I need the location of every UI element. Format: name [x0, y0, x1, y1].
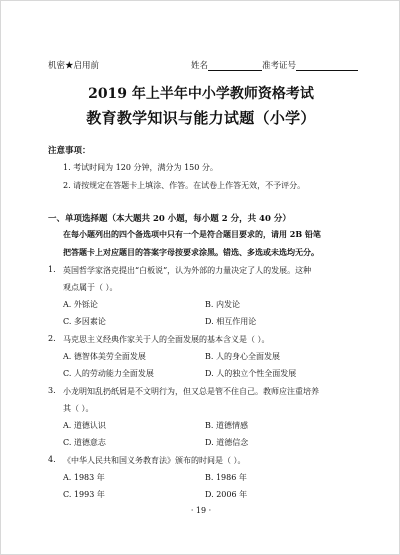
- question-text: 英国哲学家洛克提出“白板说”，认为外部的力量决定了人的发展。这种: [63, 266, 312, 275]
- confidential-label: 机密★启用前: [48, 61, 100, 71]
- name-field: [191, 59, 358, 71]
- option-d: D. 人的独立个性全面发展: [205, 369, 297, 378]
- option-a: A. 道德认识: [63, 421, 106, 430]
- option-a: A. 德智体美劳全面发展: [63, 352, 146, 361]
- name-label: 姓名: [191, 61, 209, 71]
- page-number: · 19 ·: [190, 506, 212, 515]
- name-blank: [208, 61, 262, 71]
- option-a: A. 1983 年: [63, 473, 105, 482]
- option-d: D. 2006 年: [205, 490, 248, 499]
- option-b: B. 1986 年: [205, 473, 247, 482]
- option-b: B. 道德情感: [205, 421, 248, 430]
- section-instruction: 把答题卡上对应题目的答案字母按要求涂黑。错选、多选或未选均无分。: [63, 247, 319, 257]
- option-d: D. 相互作用论: [205, 317, 257, 326]
- id-blank: [296, 61, 358, 71]
- question-text: 观点属于（ ）。: [63, 283, 118, 292]
- notes-heading: 注意事项：: [48, 146, 91, 156]
- option-c: C. 1993 年: [63, 490, 105, 499]
- question-text: 马克思主义经典作家关于人的全面发展的基本含义是（ ）。: [63, 335, 270, 344]
- option-c: C. 道德意志: [63, 438, 106, 447]
- section-heading: 一、单项选择题（本大题共 20 小题，每小题 2 分，共 40 分）: [48, 214, 291, 224]
- id-label: 准考证号: [262, 61, 297, 71]
- option-b: B. 内发论: [205, 300, 240, 309]
- question-text: 《中华人民共和国义务教育法》颁布的时间是（ ）。: [63, 456, 246, 465]
- question-text: 其（ ）。: [63, 404, 94, 413]
- question-number: 1.: [48, 265, 56, 274]
- note-item: 2. 请按规定在答题卡上填涂、作答。在试卷上作答无效，不予评分。: [63, 181, 306, 190]
- option-a: A. 外铄论: [63, 300, 98, 309]
- section-instruction: 在每小题列出的四个备选项中只有一个是符合题目要求的，请用 2B 铅笔: [63, 229, 321, 239]
- note-item: 1. 考试时间为 120 分钟，满分为 150 分。: [63, 163, 218, 172]
- question-number: 2.: [48, 334, 56, 343]
- question-number: 4.: [48, 455, 56, 464]
- exam-subtitle: 教育教学知识与能力试题（小学）: [86, 109, 316, 127]
- exam-title: 2019 年上半年中小学教师资格考试: [88, 86, 314, 102]
- option-d: D. 道德信念: [205, 438, 249, 447]
- option-c: C. 人的劳动能力全面发展: [63, 369, 154, 378]
- question-number: 3.: [48, 386, 56, 395]
- option-c: C. 多因素论: [63, 317, 106, 326]
- question-text: 小龙明知乱扔纸屑是不文明行为，但又总是管不住自己。教师应注重培养: [63, 387, 319, 396]
- option-b: B. 人的身心全面发展: [205, 352, 280, 361]
